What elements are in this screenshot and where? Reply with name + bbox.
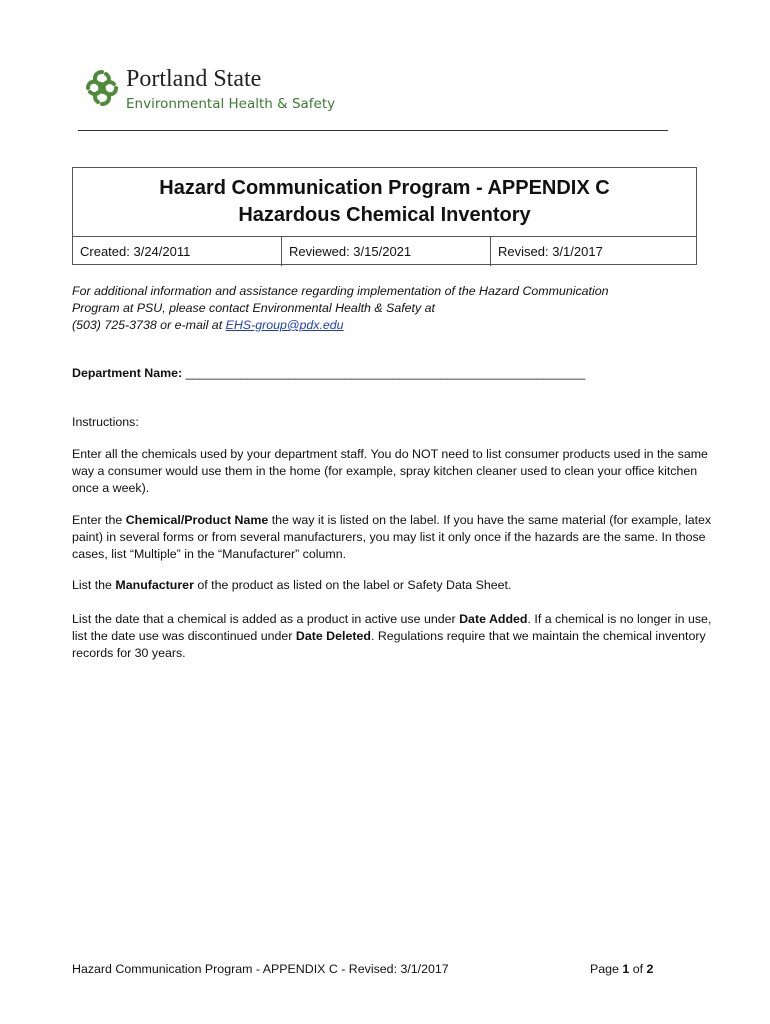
total-pages: 2 bbox=[646, 962, 654, 976]
instruction-paragraph-2: Enter the Chemical/Product Name the way it is listed on the label. If you have the same material (for example, latex paint) in several forms or from several manufacturers, you may list it only once if the hazards are the same. In those cases, list “Multiple” in the “Manufacturer” column. bbox=[72, 513, 712, 561]
department-name-blank[interactable]: __________________________________________________________ bbox=[185, 366, 586, 380]
department-name-field[interactable] bbox=[72, 366, 585, 380]
document-title: Hazard Communication Program - APPENDIX C bbox=[159, 177, 610, 199]
contact-info-line-3 bbox=[72, 317, 712, 334]
department-name-label: Department Name: bbox=[72, 366, 186, 380]
revised-date: Revised: 3/1/2017 bbox=[498, 244, 603, 259]
manufacturer-term: Manufacturer bbox=[115, 578, 194, 592]
page-number: Page 1 of 2 bbox=[590, 962, 654, 976]
dates-row bbox=[73, 236, 696, 266]
instructions-heading: Instructions: bbox=[72, 415, 139, 429]
instruction-paragraph-4: List the date that a chemical is added as a product in active use under Date Added. If a chemical is no longer in use, list the date use was discontinued under Date Deleted. Regulations require that we maintain the chemical inventory records for 30 years. bbox=[72, 612, 712, 660]
footer-title: Hazard Communication Program - APPENDIX C - Revised: 3/1/2017 bbox=[72, 962, 449, 976]
instruction-paragraph-3: List the Manufacturer of the product as listed on the label or Safety Data Sheet. bbox=[72, 578, 512, 592]
psu-logo bbox=[84, 66, 354, 118]
contact-info-line-1: For additional information and assistance regarding implementation of the Hazard Communication bbox=[72, 284, 609, 298]
date-added-term: Date Added bbox=[459, 612, 528, 626]
current-page: 1 bbox=[622, 962, 630, 976]
header-divider bbox=[78, 130, 668, 131]
logo-title: Portland State bbox=[126, 66, 262, 92]
chemical-product-name-term: Chemical/Product Name bbox=[125, 513, 269, 527]
created-date: Created: 3/24/2011 bbox=[73, 237, 282, 266]
contact-info bbox=[72, 283, 712, 334]
email-link[interactable]: EHS-group@pdx.edu bbox=[225, 318, 344, 332]
contact-info-line-2: Program at PSU, please contact Environmental Health & Safety at bbox=[72, 301, 435, 315]
phone-text: (503) 725-3738 or e-mail at bbox=[72, 318, 226, 332]
reviewed-date: Reviewed: 3/15/2021 bbox=[282, 237, 491, 266]
logo-subtitle: Environmental Health & Safety bbox=[126, 96, 336, 112]
date-deleted-term: Date Deleted bbox=[295, 629, 371, 643]
document-subtitle: Hazardous Chemical Inventory bbox=[238, 204, 531, 226]
psu-logo-mark-icon bbox=[84, 68, 120, 108]
instruction-paragraph-1: Enter all the chemicals used by your department staff. You do NOT need to list consumer products used in the same way a consumer would use them in the home (for example, spray kitchen cleaner used to clean your office kitchen once a week). bbox=[72, 447, 708, 495]
title-box bbox=[72, 167, 697, 265]
